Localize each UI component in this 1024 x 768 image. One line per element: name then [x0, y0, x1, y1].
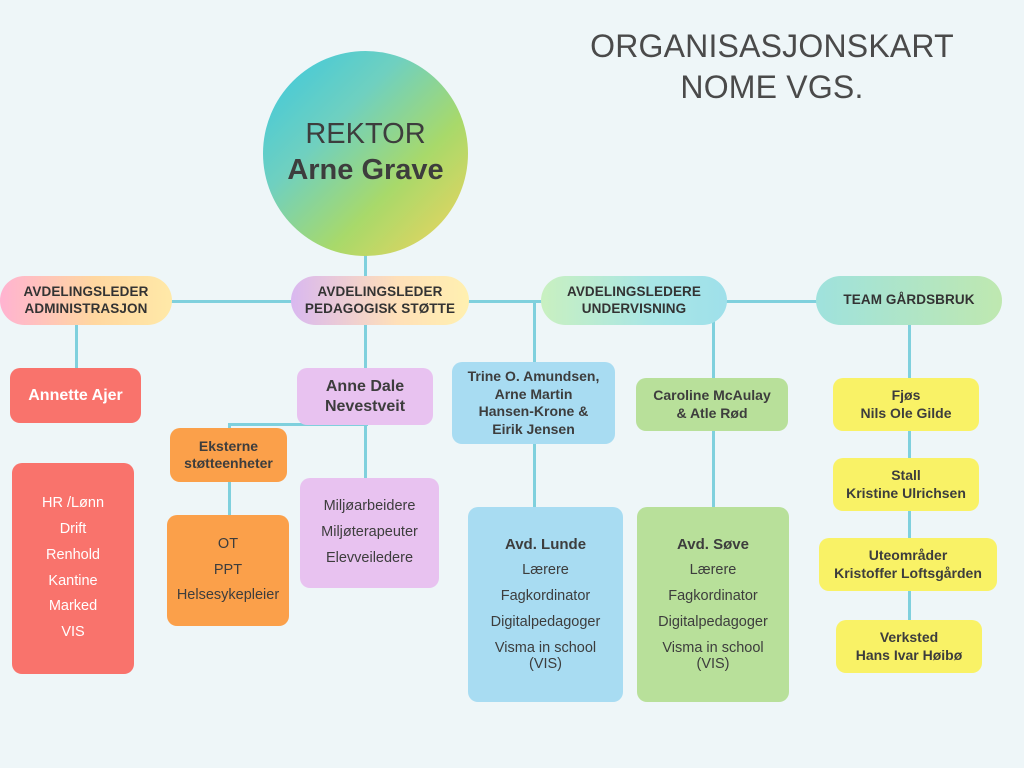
- admin-item: Kantine: [48, 572, 98, 589]
- avd-sove-item: Lærere: [689, 562, 737, 579]
- node-avd-sove[interactable]: [637, 507, 789, 702]
- gard-unit-name: Uteområder: [868, 547, 948, 563]
- header-admin-line2: ADMINISTRASJON: [24, 300, 148, 316]
- avd-sove-vis-line1: Visma in school: [662, 639, 764, 656]
- node-admin-items[interactable]: [12, 463, 134, 674]
- node-avd-lunde[interactable]: [468, 507, 623, 702]
- page-title-line2: NOME VGS.: [680, 68, 864, 105]
- rektor-name: Arne Grave: [287, 154, 444, 187]
- avd-sove-vis-line2: (VIS): [696, 655, 730, 672]
- page-title-line1: ORGANISASJONSKART: [590, 28, 954, 64]
- gard-unit-person: Kristine Ulrichsen: [846, 484, 966, 501]
- header-gard-label: TEAM GÅRDSBRUK: [843, 292, 975, 308]
- eksterne-item: PPT: [213, 561, 243, 578]
- und-leader-line: Hansen-Krone &: [478, 403, 589, 419]
- node-header-pedagogisk-stotte[interactable]: [291, 276, 469, 325]
- avd-lunde-item: Digitalpedagoger: [490, 614, 601, 631]
- und-leader-line: Eirik Jensen: [492, 420, 575, 437]
- admin-item: Renhold: [45, 546, 100, 563]
- node-gard-uteomrader[interactable]: [819, 538, 997, 591]
- node-ped-roles[interactable]: [300, 478, 439, 588]
- header-und-line2: UNDERVISNING: [581, 300, 687, 316]
- admin-item: HR /Lønn: [41, 494, 105, 511]
- avd-lunde-item: Lærere: [522, 562, 569, 579]
- avd-sove-item-vis: [662, 636, 763, 673]
- node-admin-leader[interactable]: [10, 368, 141, 423]
- admin-item: VIS: [61, 624, 85, 641]
- gard-unit-name: Stall: [891, 467, 921, 483]
- avd-lunde-item-vis: [495, 636, 596, 673]
- node-und-leaders-lunde[interactable]: [452, 362, 615, 444]
- und-leader-line: Arne Martin: [494, 385, 573, 402]
- admin-item: Marked: [48, 598, 98, 615]
- node-gard-verksted[interactable]: [836, 620, 982, 673]
- header-ped-line1: AVDELINGSLEDER: [317, 283, 443, 299]
- ped-role-item: Miljøterapeuter: [321, 524, 418, 541]
- node-eksterne-items[interactable]: [167, 515, 289, 626]
- connector-main-bus: [86, 300, 911, 303]
- avd-lunde-title: Avd. Lunde: [504, 536, 587, 554]
- und-leader-line: & Atle Rød: [676, 404, 748, 421]
- header-und-line1: AVDELINGSLEDERE: [566, 283, 701, 299]
- und-leader-line: Trine O. Amundsen,: [467, 368, 600, 384]
- eksterne-line2: støtteenheter: [184, 455, 273, 471]
- node-eksterne-header[interactable]: [170, 428, 287, 482]
- rektor-role: REKTOR: [305, 118, 426, 151]
- ped-role-item: Miljøarbeidere: [323, 498, 416, 515]
- gard-unit-name: Verksted: [879, 629, 939, 645]
- gard-unit-person: Nils Ole Gilde: [860, 404, 952, 421]
- eksterne-item: Helsesykepleier: [176, 587, 280, 604]
- header-ped-line2: PEDAGOGISK STØTTE: [304, 300, 456, 316]
- avd-sove-item: Fagkordinator: [668, 588, 758, 605]
- node-ped-leader[interactable]: [297, 368, 433, 425]
- eksterne-line1: Eksterne: [198, 437, 259, 454]
- und-leader-line: Caroline McAulay: [653, 387, 771, 403]
- node-header-gardsbruk[interactable]: [816, 276, 1002, 325]
- admin-item: Drift: [59, 520, 87, 537]
- node-rektor[interactable]: [263, 51, 468, 256]
- node-und-leaders-sove[interactable]: [636, 378, 788, 431]
- node-header-undervisning[interactable]: [541, 276, 727, 325]
- page-title: [542, 26, 1002, 108]
- avd-lunde-vis-line2: (VIS): [528, 655, 563, 672]
- avd-sove-item: Digitalpedagoger: [658, 614, 768, 631]
- admin-leader-name: Annette Ajer: [28, 386, 123, 404]
- node-gard-fjos[interactable]: [833, 378, 979, 431]
- gard-unit-person: Hans Ivar Høibø: [855, 646, 963, 663]
- node-gard-stall[interactable]: [833, 458, 979, 511]
- header-admin-line1: AVDELINGSLEDER: [23, 283, 149, 299]
- gard-unit-name: Fjøs: [891, 387, 921, 403]
- ped-leader-line1: Anne Dale: [325, 377, 405, 395]
- node-header-administrasjon[interactable]: [0, 276, 172, 325]
- ped-leader-line2: Nevestveit: [324, 397, 406, 415]
- avd-lunde-item: Fagkordinator: [500, 588, 591, 605]
- eksterne-item: OT: [217, 535, 239, 552]
- avd-lunde-vis-line1: Visma in school: [494, 639, 597, 656]
- avd-sove-title: Avd. Søve: [677, 536, 749, 554]
- ped-role-item: Elevveiledere: [325, 549, 414, 566]
- gard-unit-person: Kristoffer Loftsgården: [834, 564, 982, 581]
